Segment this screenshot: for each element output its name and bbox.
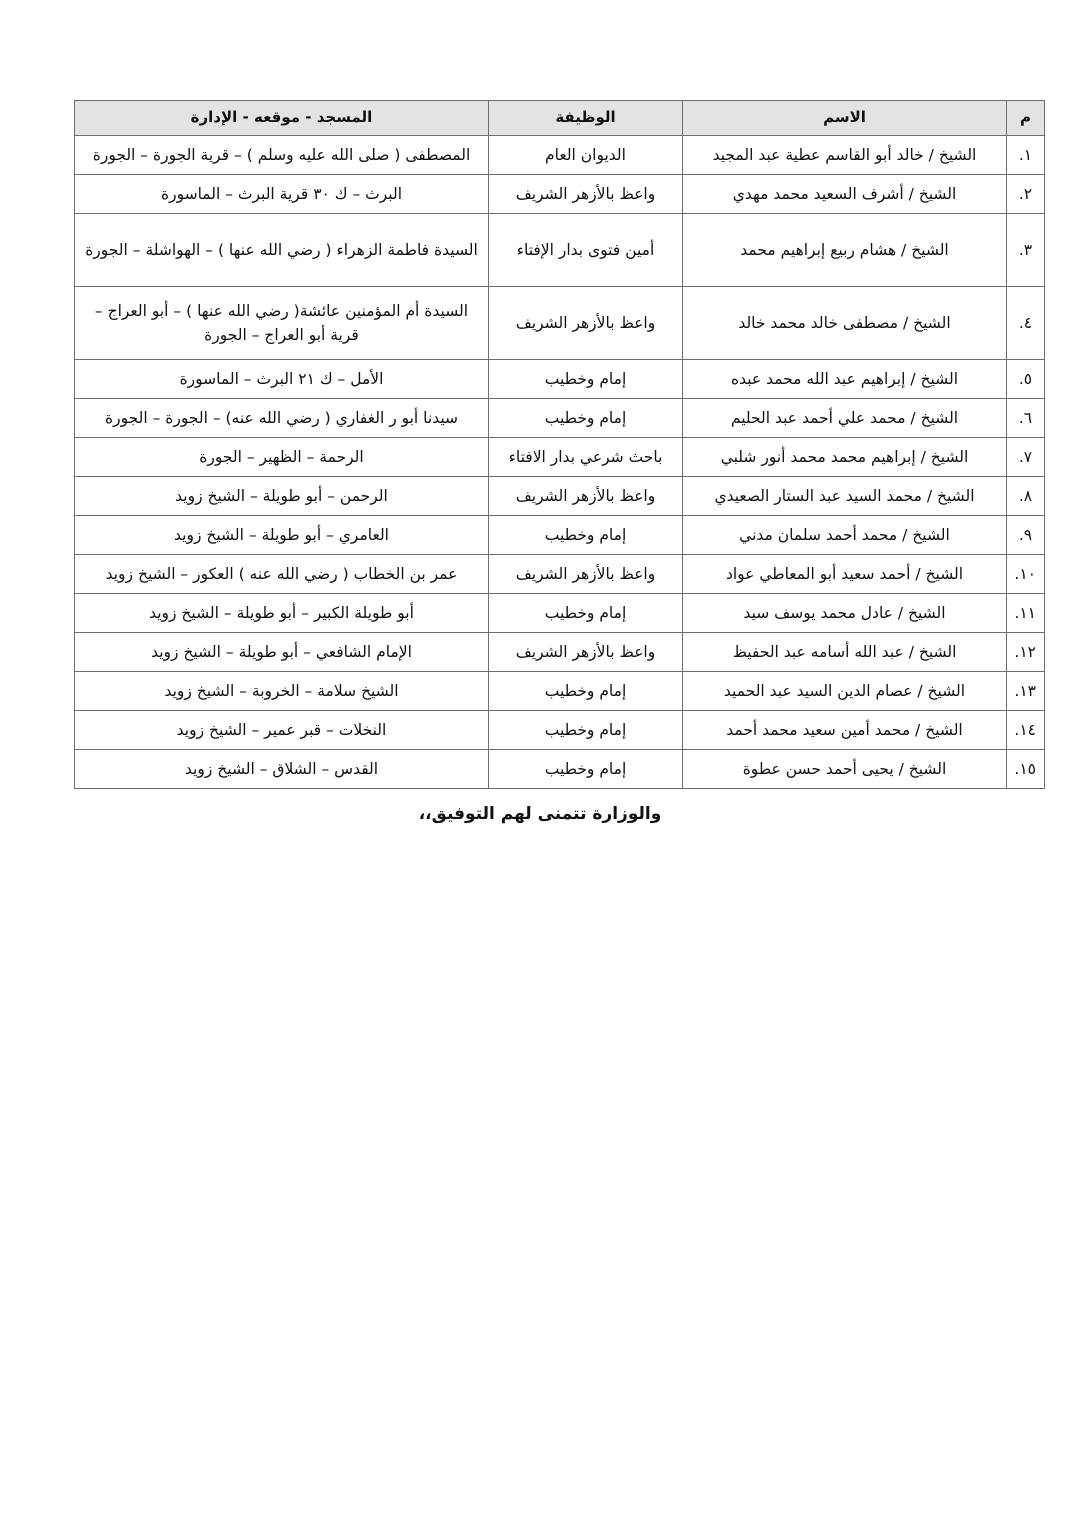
row-name: الشيخ / محمد السيد عبد الستار الصعيدي	[683, 477, 1007, 516]
row-job: واعظ بالأزهر الشريف	[489, 633, 683, 672]
row-num: ١١.	[1007, 594, 1045, 633]
row-name: الشيخ / هشام ربيع إبراهيم محمد	[683, 214, 1007, 287]
row-job: إمام وخطيب	[489, 711, 683, 750]
header-job: الوظيفة	[489, 101, 683, 136]
row-num: ٧.	[1007, 438, 1045, 477]
table-row	[75, 711, 1045, 750]
row-num: ١٠.	[1007, 555, 1045, 594]
row-mosque: النخلات – قبر عمير – الشيخ زويد	[75, 711, 489, 750]
row-num: ٨.	[1007, 477, 1045, 516]
row-num: ٣.	[1007, 214, 1045, 287]
row-num: ١.	[1007, 136, 1045, 175]
row-num: ٥.	[1007, 360, 1045, 399]
row-job: واعظ بالأزهر الشريف	[489, 287, 683, 360]
row-mosque: السيدة فاطمة الزهراء ( رضي الله عنها ) – الهواشلة – الجورة	[75, 214, 489, 287]
table-row	[75, 516, 1045, 555]
table-row	[75, 672, 1045, 711]
row-name: الشيخ / يحيى أحمد حسن عطوة	[683, 750, 1007, 789]
row-mosque: الأمل – ك ٢١ البرث – الماسورة	[75, 360, 489, 399]
row-mosque: القدس – الشلاق – الشيخ زويد	[75, 750, 489, 789]
row-name: الشيخ / محمد علي أحمد عبد الحليم	[683, 399, 1007, 438]
table-row	[75, 360, 1045, 399]
row-name: الشيخ / عصام الدين السيد عبد الحميد	[683, 672, 1007, 711]
row-mosque: عمر بن الخطاب ( رضي الله عنه ) العكور – الشيخ زويد	[75, 555, 489, 594]
row-num: ١٥.	[1007, 750, 1045, 789]
row-job: أمين فتوى بدار الإفتاء	[489, 214, 683, 287]
row-job: إمام وخطيب	[489, 594, 683, 633]
row-mosque: العامري – أبو طويلة – الشيخ زويد	[75, 516, 489, 555]
table-row	[75, 594, 1045, 633]
header-mosque: المسجد - موقعه - الإدارة	[75, 101, 489, 136]
row-job: إمام وخطيب	[489, 672, 683, 711]
row-mosque: الإمام الشافعي – أبو طويلة – الشيخ زويد	[75, 633, 489, 672]
row-mosque: الرحمن – أبو طويلة – الشيخ زويد	[75, 477, 489, 516]
row-name: الشيخ / خالد أبو القاسم عطية عبد المجيد	[683, 136, 1007, 175]
row-name: الشيخ / محمد أحمد سلمان مدني	[683, 516, 1007, 555]
row-job: واعظ بالأزهر الشريف	[489, 175, 683, 214]
row-job: إمام وخطيب	[489, 750, 683, 789]
row-job: إمام وخطيب	[489, 516, 683, 555]
table-row	[75, 175, 1045, 214]
table-row	[75, 438, 1045, 477]
row-num: ٤.	[1007, 287, 1045, 360]
row-name: الشيخ / عادل محمد يوسف سيد	[683, 594, 1007, 633]
row-num: ٦.	[1007, 399, 1045, 438]
table-row	[75, 136, 1045, 175]
header-num: م	[1007, 101, 1045, 136]
table-row	[75, 214, 1045, 287]
row-job: إمام وخطيب	[489, 399, 683, 438]
row-num: ٩.	[1007, 516, 1045, 555]
row-mosque: أبو طويلة الكبير – أبو طويلة – الشيخ زويد	[75, 594, 489, 633]
row-name: الشيخ / إبراهيم عبد الله محمد عبده	[683, 360, 1007, 399]
table-row	[75, 399, 1045, 438]
row-num: ١٢.	[1007, 633, 1045, 672]
assignments-table	[74, 100, 1045, 789]
closing-text: والوزارة تتمنى لهم التوفيق،،	[418, 804, 662, 824]
row-mosque: المصطفى ( صلى الله عليه وسلم ) – قرية الجورة – الجورة	[75, 136, 489, 175]
row-num: ١٤.	[1007, 711, 1045, 750]
row-job: باحث شرعي بدار الافتاء	[489, 438, 683, 477]
row-name: الشيخ / محمد أمين سعيد محمد أحمد	[683, 711, 1007, 750]
row-num: ١٣.	[1007, 672, 1045, 711]
row-job: واعظ بالأزهر الشريف	[489, 555, 683, 594]
row-mosque: الرحمة – الظهير – الجورة	[75, 438, 489, 477]
table-header-row	[75, 101, 1045, 136]
row-name: الشيخ / مصطفى خالد محمد خالد	[683, 287, 1007, 360]
row-job: واعظ بالأزهر الشريف	[489, 477, 683, 516]
row-name: الشيخ / إبراهيم محمد محمد أنور شلبي	[683, 438, 1007, 477]
row-job: الديوان العام	[489, 136, 683, 175]
table-row	[75, 287, 1045, 360]
row-mosque: سيدنا أبو ر الغفاري ( رضي الله عنه) – الجورة – الجورة	[75, 399, 489, 438]
row-name: الشيخ / أحمد سعيد أبو المعاطي عواد	[683, 555, 1007, 594]
row-num: ٢.	[1007, 175, 1045, 214]
closing-line	[0, 800, 1080, 828]
table-row	[75, 477, 1045, 516]
row-name: الشيخ / عبد الله أسامه عبد الحفيظ	[683, 633, 1007, 672]
row-name: الشيخ / أشرف السعيد محمد مهدي	[683, 175, 1007, 214]
row-job: إمام وخطيب	[489, 360, 683, 399]
table-row	[75, 633, 1045, 672]
header-name: الاسم	[683, 101, 1007, 136]
row-mosque: البرث – ك ٣٠ قرية البرث – الماسورة	[75, 175, 489, 214]
table-row	[75, 555, 1045, 594]
row-mosque: الشيخ سلامة – الخروبة – الشيخ زويد	[75, 672, 489, 711]
row-mosque: السيدة أم المؤمنين عائشة( رضي الله عنها ) – أبو العراج – قرية أبو العراج – الجورة	[75, 287, 489, 360]
table-row	[75, 750, 1045, 789]
